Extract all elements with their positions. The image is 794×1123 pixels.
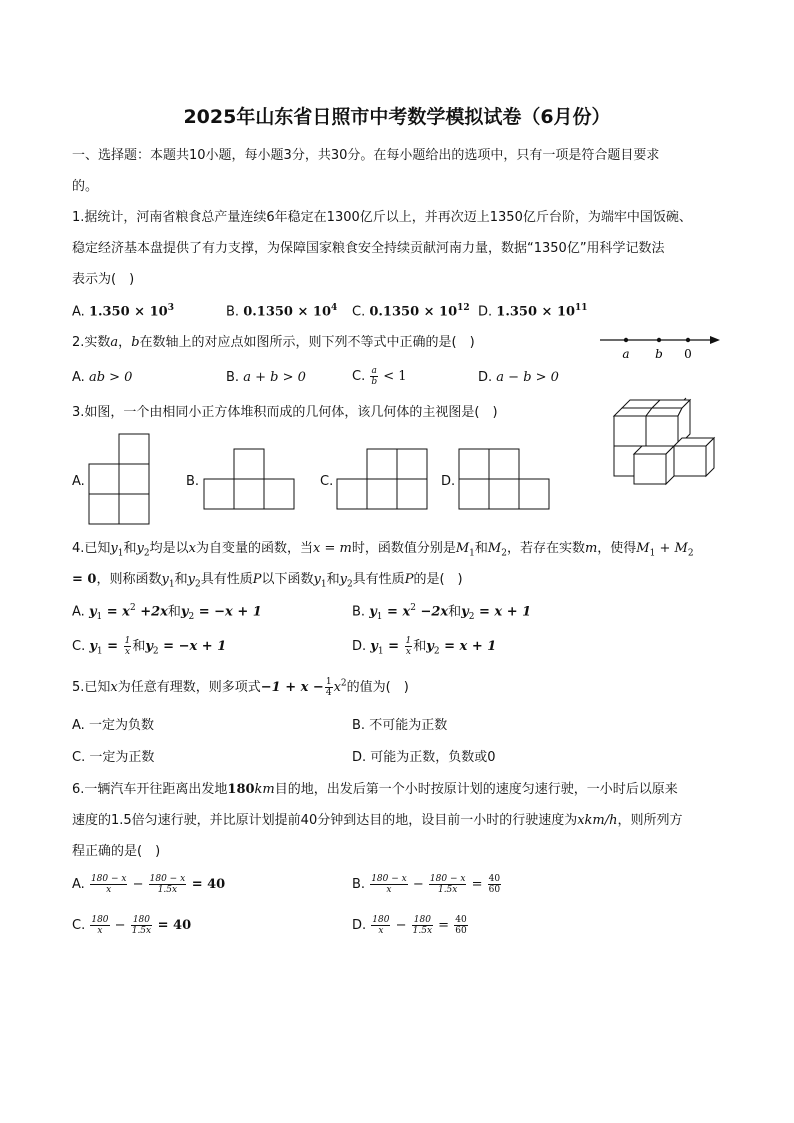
q4-a-sub2: 2 bbox=[188, 611, 195, 622]
q4-d-eq: = bbox=[383, 639, 404, 654]
q5-d-label: D. bbox=[352, 750, 367, 765]
q4-text: 4.已知 bbox=[72, 541, 111, 556]
q6-d-op: − bbox=[391, 918, 411, 933]
q4-a-rest1: +2x bbox=[135, 604, 168, 620]
q5-c-label: C. bbox=[72, 750, 86, 765]
q2-d-expr: a − b > 0 bbox=[496, 370, 559, 385]
section-heading-line1: 一、选择题：本题共10小题，每小题3分，共30分。在每小题给出的选项中，只有一项是符合题目要求 bbox=[72, 148, 660, 163]
point-zero-dot bbox=[686, 338, 690, 342]
q6-c-rhs: = 40 bbox=[153, 918, 192, 933]
q4-text: ，则称函数 bbox=[96, 572, 162, 587]
q6-speed: xkm/h bbox=[577, 813, 618, 828]
q4-d-label: D. bbox=[352, 639, 367, 654]
q5-fraction bbox=[325, 677, 333, 698]
q4-and: 和 bbox=[474, 541, 488, 556]
q4-plus: + bbox=[655, 541, 675, 556]
q1-d-exp: 11 bbox=[575, 303, 588, 313]
q1-a-exp: 3 bbox=[167, 303, 174, 313]
q6-b-frac3 bbox=[488, 874, 501, 895]
q4-d-sub1: 1 bbox=[377, 646, 384, 657]
q4-c-den: x bbox=[124, 647, 131, 657]
q4-sub1: 1 bbox=[168, 579, 175, 590]
q4-P: P bbox=[252, 572, 262, 587]
q4-m: m bbox=[584, 541, 598, 556]
q2-d-label: D. bbox=[478, 370, 493, 385]
q6-text: 6.一辆汽车开往距离出发地 bbox=[72, 782, 228, 797]
q4-c-y2: y bbox=[145, 639, 153, 654]
q6-b-label: B. bbox=[352, 877, 366, 892]
q5-num: 1 bbox=[325, 677, 332, 687]
q5-text: 5.已知 bbox=[72, 680, 111, 695]
q4-b-y2: y bbox=[461, 604, 469, 620]
q6-b-n2: 180 − x bbox=[429, 874, 466, 884]
q3-option-b-view bbox=[203, 448, 295, 510]
point-b-dot bbox=[657, 338, 661, 342]
q2-a-label: A. bbox=[72, 370, 85, 385]
q6-b-d1: x bbox=[386, 885, 392, 895]
q4-text: 具有性质 bbox=[352, 572, 405, 587]
q5-a-label: A. bbox=[72, 718, 85, 733]
q4-sub1: 1 bbox=[320, 579, 327, 590]
q6-c-frac2 bbox=[131, 915, 152, 936]
q1-b-exp: 4 bbox=[331, 303, 338, 313]
q6-b-n1: 180 − x bbox=[371, 874, 407, 884]
q4-y2: y bbox=[187, 572, 195, 587]
q6-option-c bbox=[72, 915, 191, 936]
q2-stem-a: 2.实数 bbox=[72, 335, 111, 350]
q3-option-d-view bbox=[458, 448, 550, 510]
q6-a-label: A. bbox=[72, 877, 85, 892]
q4-sub1: 1 bbox=[649, 548, 656, 559]
q5-d-text: 可能为正数，负数或0 bbox=[370, 750, 496, 765]
q2-comma: ， bbox=[118, 335, 132, 350]
q4-sum-M2: M bbox=[674, 541, 688, 556]
q4-y2: y bbox=[339, 572, 347, 587]
q4-text: 具有性质 bbox=[200, 572, 253, 587]
q6-b-eq: = bbox=[467, 877, 487, 892]
q5-b-text: 不可能为正数 bbox=[369, 718, 448, 733]
q4-a-label: A. bbox=[72, 604, 85, 620]
q4-text: 以下函数 bbox=[261, 572, 314, 587]
q6-unit: km bbox=[254, 782, 275, 797]
q4-y1: y bbox=[110, 541, 118, 556]
q4-text: 时，函数值分别是 bbox=[351, 541, 456, 556]
q4-line2 bbox=[72, 572, 463, 590]
q2-c-fraction bbox=[370, 366, 378, 387]
q6-line1 bbox=[72, 782, 678, 798]
q5-option-c bbox=[72, 750, 154, 766]
q4-a-y2: y bbox=[180, 604, 189, 620]
q6-c-label: C. bbox=[72, 918, 86, 933]
q6-option-a bbox=[72, 874, 225, 895]
q4-c-y1: y bbox=[89, 639, 97, 654]
q6-a-d2: 1.5x bbox=[157, 885, 178, 895]
q6-a-n2: 180 − x bbox=[149, 874, 186, 884]
q4-text: ，使得 bbox=[597, 541, 637, 556]
q4-a-eq: = x bbox=[102, 604, 130, 620]
q6-line2 bbox=[72, 813, 683, 829]
q4-c-label: C. bbox=[72, 639, 86, 654]
q4-d-y2: y bbox=[426, 639, 434, 654]
q4-d-den: x bbox=[405, 647, 411, 657]
q4-sub2: 2 bbox=[501, 548, 507, 559]
q6-d-eq: = bbox=[434, 918, 454, 933]
q4-eq-zero: = 0 bbox=[72, 572, 97, 587]
q6-line3: 程正确的是( ) bbox=[72, 844, 161, 859]
q6-option-b bbox=[352, 874, 502, 895]
q4-b-sub1: 1 bbox=[376, 611, 383, 622]
q2-c-num: a bbox=[371, 366, 377, 376]
q4-c-rest2: = −x + 1 bbox=[158, 639, 227, 654]
q4-M1: M bbox=[455, 541, 470, 556]
q6-d-d3: 60 bbox=[455, 926, 467, 936]
point-b-label: b bbox=[655, 347, 663, 361]
q4-c-fraction bbox=[124, 636, 132, 657]
q6-c-frac1 bbox=[90, 915, 109, 936]
q6-a-n1: 180 − x bbox=[90, 874, 127, 884]
cube-front-face bbox=[634, 454, 666, 484]
q1-c-base: 0.1350 × 10 bbox=[369, 304, 458, 320]
q2-c-rest: < 1 bbox=[383, 369, 407, 384]
q5-text: 的值为( ) bbox=[346, 680, 409, 695]
q6-b-d3: 60 bbox=[488, 885, 501, 895]
q1-b-base: 0.1350 × 10 bbox=[243, 304, 331, 320]
q6-d-n3: 40 bbox=[455, 915, 467, 925]
q6-dist: 180 bbox=[227, 782, 255, 797]
q4-b-and: 和 bbox=[448, 604, 462, 620]
q4-c-and: 和 bbox=[132, 639, 146, 654]
q4-a-rest2: = −x + 1 bbox=[194, 604, 262, 620]
q2-option-a bbox=[72, 370, 132, 386]
number-line-figure bbox=[600, 330, 722, 362]
q5-option-a bbox=[72, 718, 154, 734]
q4-b-pow: 2 bbox=[410, 603, 416, 613]
q5-pow: 2 bbox=[340, 678, 347, 689]
page-title: 2025年山东省日照市中考数学模拟试卷（6月份） bbox=[183, 106, 611, 128]
q1-option-b bbox=[226, 303, 337, 320]
q3-b-label: B. bbox=[186, 474, 200, 489]
q4-b-eq: = x bbox=[382, 604, 411, 620]
q6-d-n2: 180 bbox=[412, 915, 433, 926]
q3-d-label: D. bbox=[441, 474, 456, 489]
q5-a-text: 一定为负数 bbox=[88, 718, 154, 733]
q5-poly-a: −1 + x − bbox=[260, 680, 324, 695]
q4-a-y1: y bbox=[88, 604, 97, 620]
q2-var-a: a bbox=[110, 335, 119, 350]
q6-c-d1: x bbox=[97, 926, 103, 936]
q4-sub1: 1 bbox=[117, 548, 124, 559]
q2-var-b: b bbox=[131, 335, 140, 350]
q6-d-n1: 180 bbox=[372, 915, 390, 925]
q4-M2: M bbox=[487, 541, 502, 556]
q3-stem: 3.如图，一个由相同小正方体堆积而成的几何体，该几何体的主视图是( ) bbox=[72, 405, 498, 420]
q6-text: ，则所列方 bbox=[617, 813, 683, 828]
q3-c-label: C. bbox=[320, 474, 334, 489]
q5-stem bbox=[72, 677, 409, 698]
q6-b-frac2 bbox=[429, 874, 467, 895]
q2-c-den: b bbox=[371, 377, 378, 387]
q6-d-frac2 bbox=[412, 915, 433, 936]
q4-d-y1: y bbox=[370, 639, 378, 654]
q6-b-d2: 1.5x bbox=[437, 885, 458, 895]
cube-front-face bbox=[614, 416, 646, 446]
q3-option-a-view bbox=[88, 433, 150, 525]
q4-xm: x = m bbox=[312, 541, 352, 556]
q6-text: 速度的1.5倍匀速行驶，并比原计划提前40分钟到达目的地，设目前一小时的行驶速度为 bbox=[72, 813, 578, 828]
q1-a-label: A. bbox=[72, 304, 85, 320]
q4-b-rest2: = x + 1 bbox=[474, 604, 532, 620]
q4-d-fraction bbox=[405, 636, 413, 657]
q5-den: 4 bbox=[325, 688, 332, 698]
q6-c-d2: 1.5x bbox=[131, 926, 152, 936]
q1-a-base: 1.350 × 10 bbox=[88, 304, 168, 320]
q1-option-d bbox=[478, 303, 588, 320]
q4-line1 bbox=[72, 541, 694, 559]
q4-option-c bbox=[72, 636, 226, 657]
q4-option-b bbox=[352, 603, 531, 623]
q6-a-frac2 bbox=[149, 874, 187, 895]
q6-text: 目的地，出发后第一个小时按原计划的速度匀速行驶，一小时后以原来 bbox=[274, 782, 678, 797]
q4-x: x bbox=[188, 541, 196, 556]
q5-x: x bbox=[110, 680, 118, 695]
q4-text: 均是以 bbox=[149, 541, 189, 556]
q4-option-a bbox=[72, 603, 262, 623]
q2-b-label: B. bbox=[226, 370, 240, 385]
q6-c-n1: 180 bbox=[91, 915, 109, 925]
q6-a-d1: x bbox=[106, 885, 112, 895]
q4-c-num: 1 bbox=[124, 636, 131, 646]
q4-d-num: 1 bbox=[405, 636, 412, 646]
q4-text: 为自变量的函数，当 bbox=[195, 541, 313, 556]
q6-d-d1: x bbox=[378, 926, 384, 936]
q6-option-d bbox=[352, 915, 469, 936]
q3-option-c-view bbox=[336, 448, 428, 510]
q4-a-pow: 2 bbox=[129, 603, 136, 613]
q4-sub2: 2 bbox=[346, 579, 353, 590]
q2-option-b bbox=[226, 370, 306, 386]
stacked-cubes-figure bbox=[608, 404, 724, 486]
q5-b-label: B. bbox=[352, 718, 366, 733]
q5-option-d bbox=[352, 750, 496, 766]
q4-text: 的是( ) bbox=[413, 572, 463, 587]
q2-c-label: C. bbox=[352, 369, 366, 384]
q4-a-and: 和 bbox=[167, 604, 181, 620]
q4-d-and: 和 bbox=[413, 639, 427, 654]
q4-c-sub1: 1 bbox=[96, 646, 103, 657]
q2-option-c bbox=[352, 366, 407, 387]
q4-sub2: 2 bbox=[143, 548, 150, 559]
q6-b-op: − bbox=[408, 877, 428, 892]
q1-d-label: D. bbox=[478, 304, 493, 320]
q4-c-sub2: 2 bbox=[152, 646, 159, 657]
q5-option-b bbox=[352, 718, 447, 734]
q4-and: 和 bbox=[123, 541, 137, 556]
q4-b-label: B. bbox=[352, 604, 366, 620]
q1-c-label: C. bbox=[352, 304, 366, 320]
q4-sum-M1: M bbox=[636, 541, 650, 556]
point-zero-label: 0 bbox=[684, 347, 692, 361]
q6-b-frac1 bbox=[370, 874, 408, 895]
q6-c-op: − bbox=[110, 918, 130, 933]
q4-option-d bbox=[352, 636, 496, 657]
q2-stem bbox=[72, 335, 475, 351]
q1-line2: 稳定经济基本盘提供了有力支撑，为保障国家粮食安全持续贡献河南力量，数据“1350亿”用科学记数法 bbox=[72, 241, 665, 256]
q4-y1: y bbox=[161, 572, 169, 587]
q4-P: P bbox=[404, 572, 414, 587]
q6-a-frac1 bbox=[90, 874, 128, 895]
q4-sub2: 2 bbox=[687, 548, 694, 559]
q5-text: 为任意有理数，则多项式 bbox=[117, 680, 261, 695]
q4-and: 和 bbox=[174, 572, 188, 587]
q1-option-a bbox=[72, 303, 174, 320]
q4-y1: y bbox=[313, 572, 321, 587]
q1-c-exp: 12 bbox=[457, 303, 470, 313]
q6-a-op: − bbox=[128, 877, 148, 892]
q2-b-expr: a + b > 0 bbox=[243, 370, 306, 385]
q4-d-sub2: 2 bbox=[433, 646, 440, 657]
q6-d-label: D. bbox=[352, 918, 367, 933]
q1-option-c bbox=[352, 303, 470, 320]
q6-a-rhs: = 40 bbox=[187, 877, 226, 892]
point-a-dot bbox=[624, 338, 628, 342]
q4-c-eq: = bbox=[102, 639, 123, 654]
cube-front-face bbox=[646, 416, 678, 446]
q4-sub2: 2 bbox=[194, 579, 201, 590]
q5-c-text: 一定为正数 bbox=[89, 750, 155, 765]
cube-top-face bbox=[646, 408, 682, 416]
q2-a-expr: ab > 0 bbox=[88, 370, 133, 385]
q4-a-sub1: 1 bbox=[96, 611, 103, 622]
q4-and: 和 bbox=[326, 572, 340, 587]
q2-option-d bbox=[478, 370, 559, 386]
q4-sub1: 1 bbox=[469, 548, 475, 559]
q6-d-frac3 bbox=[454, 915, 467, 936]
q1-b-label: B. bbox=[226, 304, 240, 320]
q1-line3: 表示为( ) bbox=[72, 272, 135, 287]
number-line-arrow bbox=[710, 336, 720, 344]
q4-d-rest2: = x + 1 bbox=[439, 639, 497, 654]
q6-b-n3: 40 bbox=[488, 874, 501, 884]
q4-text: ，若存在实数 bbox=[506, 541, 585, 556]
q4-b-sub2: 2 bbox=[468, 611, 475, 622]
q6-d-d2: 1.5x bbox=[412, 926, 433, 936]
q4-y2: y bbox=[136, 541, 144, 556]
q4-b-rest1: −2x bbox=[415, 604, 449, 620]
q2-stem-b: 在数轴上的对应点如图所示，则下列不等式中正确的是( ) bbox=[139, 335, 475, 350]
q6-c-n2: 180 bbox=[131, 915, 152, 926]
q6-d-frac1 bbox=[371, 915, 390, 936]
q1-line1: 1.据统计，河南省粮食总产量连续6年稳定在1300亿斤以上，并再次迈上1350亿斤台阶，为端牢中国饭碗、 bbox=[72, 210, 692, 225]
point-a-label: a bbox=[622, 347, 630, 361]
q5-poly-b: x bbox=[333, 680, 341, 695]
cube-front-face bbox=[674, 446, 706, 476]
q3-a-label: A. bbox=[72, 474, 85, 489]
section-heading-line2: 的。 bbox=[72, 179, 99, 194]
q1-d-base: 1.350 × 10 bbox=[496, 304, 576, 320]
q4-b-y1: y bbox=[369, 604, 377, 620]
